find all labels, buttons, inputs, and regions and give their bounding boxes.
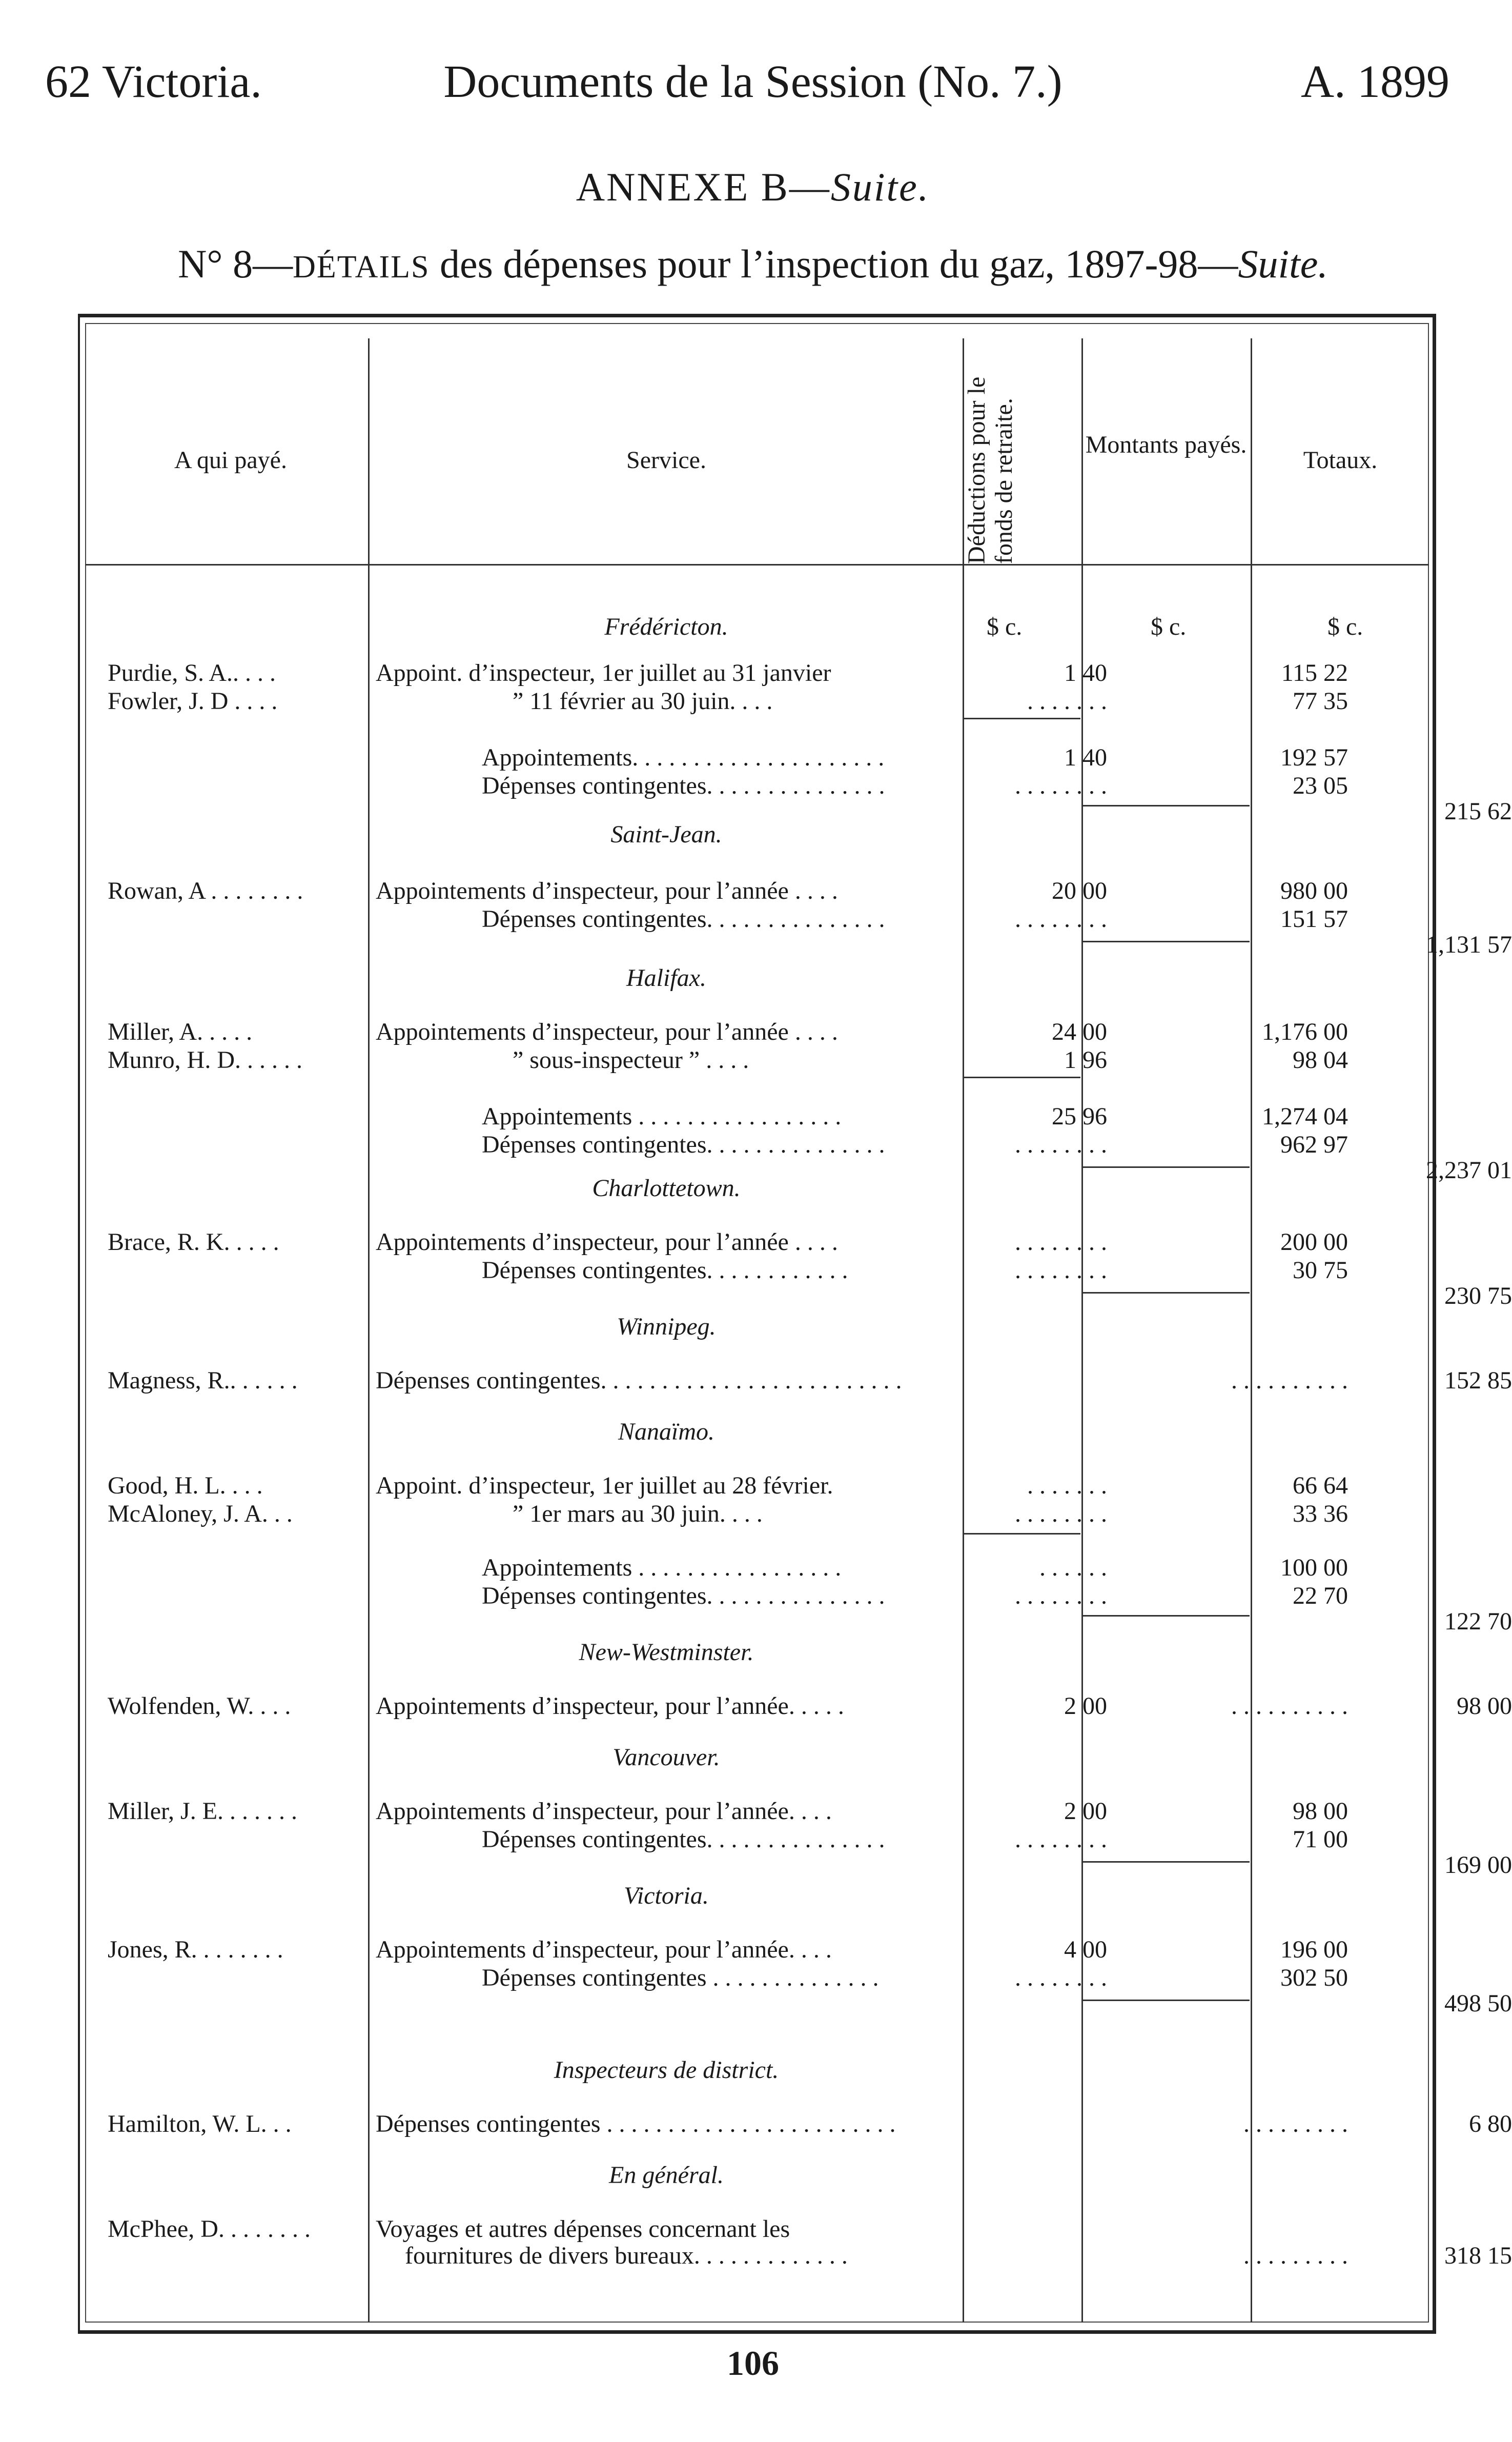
- deduction: . . . . . . . .: [1015, 772, 1107, 799]
- table-row: [108, 659, 1415, 690]
- service: Dépenses contingentes. . . . . . . . . . . . . . .: [482, 1826, 885, 1853]
- section-saint-jean: Saint-Jean.: [610, 821, 722, 848]
- service: Appoint. d’inspecteur, 1er juillet au 28 février.: [376, 1472, 833, 1499]
- table-row: [108, 1018, 1415, 1048]
- payee: McPhee, D. . . . . . . .: [108, 2215, 311, 2243]
- total: 169 00: [1444, 1851, 1512, 1879]
- page-number: 106: [727, 2344, 779, 2383]
- table-row: [108, 772, 1512, 825]
- deduction: 20 00: [1052, 877, 1107, 904]
- section-vancouver: Vancouver.: [612, 1744, 720, 1771]
- amount: 302 50: [1280, 1964, 1348, 1991]
- service: Dépenses contingentes. . . . . . . . . . . . . . . . . . . . . . . . .: [376, 1367, 902, 1394]
- section-nanaimo: Nanaïmo.: [618, 1418, 714, 1445]
- col-header-deductions: Déductions pour le fonds de retraite.: [963, 376, 1017, 564]
- column-divider: [1081, 338, 1083, 2323]
- amount: 192 57: [1280, 744, 1348, 771]
- total: 1,131 57: [1426, 931, 1512, 958]
- subtitle-text: des dépenses pour l’inspection du gaz, 1897-98—: [430, 241, 1238, 286]
- total: 152 85: [1444, 1367, 1512, 1394]
- total: 498 50: [1444, 1990, 1512, 2017]
- annex-title: [0, 164, 1506, 210]
- table-row: [108, 1256, 1512, 1309]
- table-row: [108, 1046, 1415, 1077]
- table-row: [108, 1935, 1415, 1966]
- table-row: [108, 2110, 1512, 2141]
- deduction: 1 96: [1064, 1046, 1107, 1074]
- payee: Wolfenden, W. . . .: [108, 1692, 291, 1720]
- amount: 30 75: [1293, 1257, 1348, 1284]
- unit-totals: $ c.: [1327, 613, 1363, 640]
- table-row: [108, 877, 1415, 907]
- amount: . . . . . . . . . .: [1231, 1692, 1348, 1720]
- table-row: [108, 1797, 1415, 1828]
- payee: Rowan, A . . . . . . . .: [108, 877, 303, 904]
- service: Appoint. d’inspecteur, 1er juillet au 31 janvier: [376, 659, 831, 687]
- deduction: . . . . . . .: [1027, 688, 1107, 715]
- payee: Purdie, S. A.. . . .: [108, 659, 276, 687]
- service-continued: fournitures de divers bureaux. . . . . . . . . . . . .: [405, 2242, 848, 2269]
- total: 122 70: [1444, 1608, 1512, 1635]
- deduction: . . . . . . . .: [1015, 1257, 1107, 1284]
- amount: 66 64: [1293, 1472, 1348, 1499]
- section-fredericton: Frédéricton.: [604, 613, 728, 640]
- payee: Hamilton, W. L. . .: [108, 2110, 292, 2137]
- table-row: [108, 1692, 1512, 1723]
- deduction: . . . . . . . .: [1015, 1826, 1107, 1853]
- section-general: En général.: [609, 2162, 724, 2189]
- section-winnipeg: Winnipeg.: [617, 1313, 716, 1340]
- deduction: . . . . . . . .: [1015, 1582, 1107, 1609]
- unit-deductions: $ c.: [987, 613, 1023, 640]
- amount: 98 00: [1293, 1798, 1348, 1825]
- subtitle-suffix: Suite.: [1238, 241, 1328, 286]
- sum-rule: [1082, 2000, 1250, 2001]
- service: Dépenses contingentes. . . . . . . . . . . . . . .: [482, 772, 885, 799]
- payee: Miller, J. E. . . . . . .: [108, 1798, 298, 1825]
- amount: 196 00: [1280, 1936, 1348, 1963]
- subtitle-prefix: N° 8—: [178, 241, 293, 286]
- payee: Brace, R. K. . . . .: [108, 1228, 279, 1256]
- payee: Good, H. L. . . .: [108, 1472, 263, 1499]
- deduction: . . . . . . . .: [1015, 1131, 1107, 1158]
- service: ” 1er mars au 30 juin. . . .: [513, 1500, 763, 1527]
- amount: 23 05: [1293, 772, 1348, 799]
- table-row: [108, 1471, 1415, 1502]
- sum-rule: [964, 1533, 1080, 1535]
- table-row: [108, 2215, 1512, 2269]
- service: ” sous-inspecteur ” . . . .: [513, 1046, 749, 1074]
- section-victoria: Victoria.: [624, 1882, 709, 1909]
- total: 6 80: [1469, 2110, 1512, 2137]
- service: Appointements d’inspecteur, pour l’année . . . .: [376, 1228, 838, 1256]
- amount: . . . . . . . . .: [1243, 2242, 1348, 2269]
- amount: . . . . . . . . . .: [1231, 1367, 1348, 1394]
- sum-rule: [1082, 941, 1250, 942]
- amount: 200 00: [1280, 1228, 1348, 1256]
- sum-rule: [1082, 1861, 1250, 1863]
- total: 98 00: [1457, 1692, 1512, 1720]
- amount: 151 57: [1280, 905, 1348, 933]
- amount: 1,274 04: [1262, 1103, 1348, 1130]
- deduction: 25 96: [1052, 1103, 1107, 1130]
- service: Appointements . . . . . . . . . . . . . . . . .: [482, 1554, 842, 1581]
- service: Dépenses contingentes. . . . . . . . . . . .: [482, 1257, 848, 1284]
- payee: Jones, R. . . . . . . .: [108, 1936, 283, 1963]
- service: Dépenses contingentes. . . . . . . . . . . . . . .: [482, 1582, 885, 1609]
- service: Dépenses contingentes . . . . . . . . . . . . . . . . . . . . . . . .: [376, 2110, 896, 2137]
- deduction: . . . . . . .: [1027, 1472, 1107, 1499]
- table-row: [108, 1102, 1415, 1133]
- payee: Miller, A. . . . .: [108, 1018, 253, 1045]
- service: Appointements d’inspecteur, pour l’année . . . .: [376, 877, 838, 904]
- total: 2,237 01: [1426, 1157, 1512, 1184]
- table-row: [108, 1582, 1512, 1635]
- service: Appointements d’inspecteur, pour l’année. . . . .: [376, 1692, 844, 1720]
- table-row: [108, 1228, 1415, 1259]
- column-divider: [368, 338, 370, 2323]
- col-header-totals: Totaux.: [1303, 447, 1378, 474]
- total: 230 75: [1444, 1282, 1512, 1309]
- subtitle-keyword: DÉTAILS: [293, 250, 430, 285]
- table-row: [108, 687, 1415, 718]
- deduction: . . . . . . . .: [1015, 1228, 1107, 1256]
- service: Appointements d’inspecteur, pour l’année. . . .: [376, 1798, 832, 1825]
- deduction: 2 00: [1064, 1692, 1107, 1720]
- table-row: [108, 1825, 1512, 1879]
- sum-rule: [964, 1077, 1080, 1078]
- service: Appointements. . . . . . . . . . . . . . . . . . . . .: [482, 744, 885, 771]
- payee: Magness, R.. . . . . .: [108, 1367, 298, 1394]
- annex-suffix: Suite.: [830, 165, 930, 209]
- total: 318 15: [1444, 2242, 1512, 2269]
- col-header-payee: A qui payé.: [174, 447, 287, 474]
- service: Dépenses contingentes. . . . . . . . . . . . . . .: [482, 905, 885, 933]
- col-header-service: Service.: [626, 447, 706, 474]
- amount: 1,176 00: [1262, 1018, 1348, 1045]
- table-row: [108, 905, 1512, 958]
- header-separator: [85, 564, 1429, 566]
- amount: 115 22: [1281, 659, 1348, 687]
- table-row: [108, 743, 1415, 774]
- table-row: [108, 1366, 1512, 1397]
- deduction: 24 00: [1052, 1018, 1107, 1045]
- service: ” 11 février au 30 juin. . . .: [513, 688, 773, 715]
- service: Appointements . . . . . . . . . . . . . . . . .: [482, 1103, 842, 1130]
- table-row: [108, 1500, 1415, 1530]
- deduction: 1 40: [1064, 744, 1107, 771]
- column-divider: [1251, 338, 1252, 2323]
- section-new-westminster: New-Westminster.: [579, 1639, 754, 1666]
- section-inspecteurs: Inspecteurs de district.: [554, 2056, 779, 2084]
- sum-rule: [1082, 805, 1250, 806]
- amount: 71 00: [1293, 1826, 1348, 1853]
- total: 215 62: [1444, 798, 1512, 825]
- sum-rule: [1082, 1292, 1250, 1294]
- amount: 77 35: [1293, 688, 1348, 715]
- deduction: . . . . . . . .: [1015, 1964, 1107, 1991]
- column-divider: [963, 338, 964, 2323]
- section-halifax: Halifax.: [626, 964, 706, 992]
- service: Appointements d’inspecteur, pour l’année . . . .: [376, 1018, 838, 1045]
- deduction: . . . . . .: [1039, 1554, 1107, 1581]
- service: Appointements d’inspecteur, pour l’année. . . .: [376, 1936, 832, 1963]
- amount: 100 00: [1280, 1554, 1348, 1581]
- sum-rule: [964, 718, 1080, 719]
- amount: . . . . . . . . .: [1243, 2110, 1348, 2137]
- section-charlottetown: Charlottetown.: [592, 1175, 741, 1202]
- sum-rule: [1082, 1615, 1250, 1617]
- header-right: A. 1899: [1301, 56, 1449, 107]
- payee: Munro, H. D. . . . . .: [108, 1046, 302, 1074]
- header-left: 62 Victoria.: [45, 56, 262, 107]
- table-row: [108, 1131, 1512, 1184]
- sum-rule: [1082, 1166, 1250, 1168]
- table-row: [108, 1964, 1512, 2017]
- amount: 98 04: [1293, 1046, 1348, 1074]
- unit-amounts: $ c.: [1151, 613, 1187, 640]
- amount: 962 97: [1280, 1131, 1348, 1158]
- deduction: . . . . . . . .: [1015, 905, 1107, 933]
- annex-title-text: ANNEXE B—: [576, 165, 831, 209]
- amount: 980 00: [1280, 877, 1348, 904]
- deduction: 2 00: [1064, 1798, 1107, 1825]
- payee: McAloney, J. A. . .: [108, 1500, 293, 1527]
- deduction: 1 40: [1064, 659, 1107, 687]
- service: Voyages et autres dépenses concernant les: [376, 2215, 790, 2243]
- deduction: 4 00: [1064, 1936, 1107, 1963]
- payee: Fowler, J. D . . . .: [108, 688, 278, 715]
- header-center: Documents de la Session (No. 7.): [443, 56, 1063, 107]
- amount: 22 70: [1293, 1582, 1348, 1609]
- table-subtitle: [0, 241, 1506, 287]
- deduction: . . . . . . . .: [1015, 1500, 1107, 1527]
- table-row: [108, 1553, 1415, 1584]
- amount: 33 36: [1293, 1500, 1348, 1527]
- service: Dépenses contingentes . . . . . . . . . . . . . .: [482, 1964, 879, 1991]
- service: Dépenses contingentes. . . . . . . . . . . . . . .: [482, 1131, 885, 1158]
- col-header-amounts: Montants payés.: [1085, 431, 1247, 458]
